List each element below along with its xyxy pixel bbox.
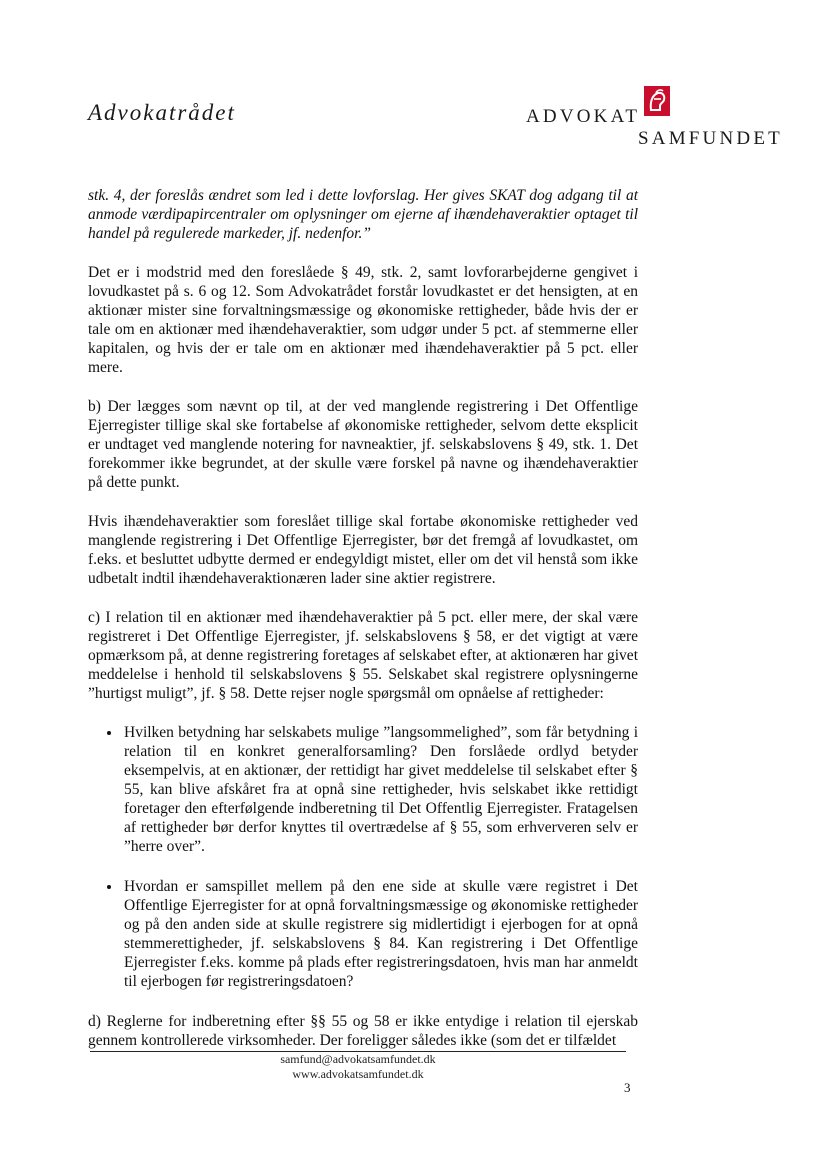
header-left-title: Advokatrådet <box>88 100 236 125</box>
logo-text-top: ADVOKAT <box>526 106 641 127</box>
advokatsamfundet-logo <box>526 86 786 150</box>
paragraph: Hvis ihændehaveraktier som foreslået tillige skal fortabe økonomiske rettigheder ved manglende registrering i Det Offentlige Ejerregister, bør det fremgå af lovudkastet, om f.eks. et besluttet udbytte dermed er endegyldigt mistet, eller om det vil henstå som ikke udbetalt indtil ihændehaveraktionæren lader sine aktier registrere. <box>88 513 638 587</box>
document-body <box>88 186 638 1070</box>
knight-helmet-icon <box>644 86 670 116</box>
quoted-text: stk. 4, der foreslås ændret som led i dette lovforslag. Her gives SKAT dog adgang til at anmode værdipapircentraler om oplysninger om ejerne af ihændehaveraktier optaget til handel på regulerede markeder, jf. nedenfor.” <box>88 187 638 242</box>
paragraph-c: c) I relation til en aktionær med ihændehaveraktier på 5 pct. eller mere, der skal være registreret i Det Offentlige Ejerregister, jf. selskabslovens § 58, er det vigtigt at være opmærksom på, at denne registrering foretages af selskabet efter, at aktionæren har givet meddelelse i henhold til selskabslovens § 55. Selskabet skal registrere oplysningerne ”hurtigst muligt”, jf. § 58. Dette rejser nogle spørgsmål om opnåelse af rettigheder: <box>88 609 638 702</box>
list-item: • Hvilken betydning har selskabets mulige ”langsommelighed”, som får betydning i relation til en konkret generalforsamling? Den forslåede ordlyd betyder eksempelvis, at en aktionær, der rettidigt har givet meddelelse til selskabet efter § 55, kan blive afskåret fra at opnå sine rettigheder, hvis selskabet ikke rettidigt foretager den efterfølgende indberetning til Det Offentlig Ejerregister. Fratagelsen af rettigheder bør derfor knyttes til overtrædelse af § 55, som erhververen selv er ”herre over”. <box>122 723 638 856</box>
paragraph-b: b) Der lægges som nævnt op til, at der ved manglende registrering i Det Offentlige Ejerregister tillige skal ske fortabelse af økonomiske rettigheder, selvom dette eksplicit er undtaget ved manglende notering for navneaktier, jf. selskabslovens § 49, stk. 1. Det forekommer ikke begrundet, at der skulle være forskel på navne og ihændehaveraktier på dette punkt. <box>88 398 638 491</box>
page-number: 3 <box>624 1080 631 1095</box>
footer-website[interactable]: www.advokatsamfundet.dk <box>292 1067 424 1081</box>
footer <box>90 1052 626 1082</box>
footer-email[interactable]: samfund@advokatsamfundet.dk <box>280 1052 436 1066</box>
bullet-list <box>88 723 638 991</box>
logo-text-bottom: SAMFUNDET <box>638 128 783 149</box>
paragraph: Det er i modstrid med den foreslåede § 49, stk. 2, samt lovforarbejderne gengivet i lovudkastet på s. 6 og 12. Som Advokatrådet forstår lovudkastet er det hensigten, at en aktionær mister sine forvaltningsmæssige og økonomiske rettigheder, både hvis der er tale om en aktionær med ihændehaveraktier, som udgør under 5 pct. af stemmerne eller kapitalen, og hvis der er tale om en aktionær med ihændehaveraktier på 5 pct. eller mere. <box>88 264 638 376</box>
paragraph-d: d) Reglerne for indberetning efter §§ 55 og 58 er ikke entydige i relation til ejerskab gennem kontrollerede virksomheder. Der foreligger således ikke (som det er tilfældet <box>88 1013 638 1049</box>
list-item: • Hvordan er samspillet mellem på den ene side at skulle være registret i Det Offentlige Ejerregister for at opnå forvaltningsmæssige og økonomiske rettigheder og på den anden side at skulle registrere sig midlertidigt i ejerbogen for at opnå stemmerettigheder, jf. selskabslovens § 84. Kan registrering i Det Offentlige Ejerregister f.eks. komme på plads efter registreringsdatoen, hvis man har anmeldt til ejerbogen før registreringsdatoen? <box>122 877 638 991</box>
